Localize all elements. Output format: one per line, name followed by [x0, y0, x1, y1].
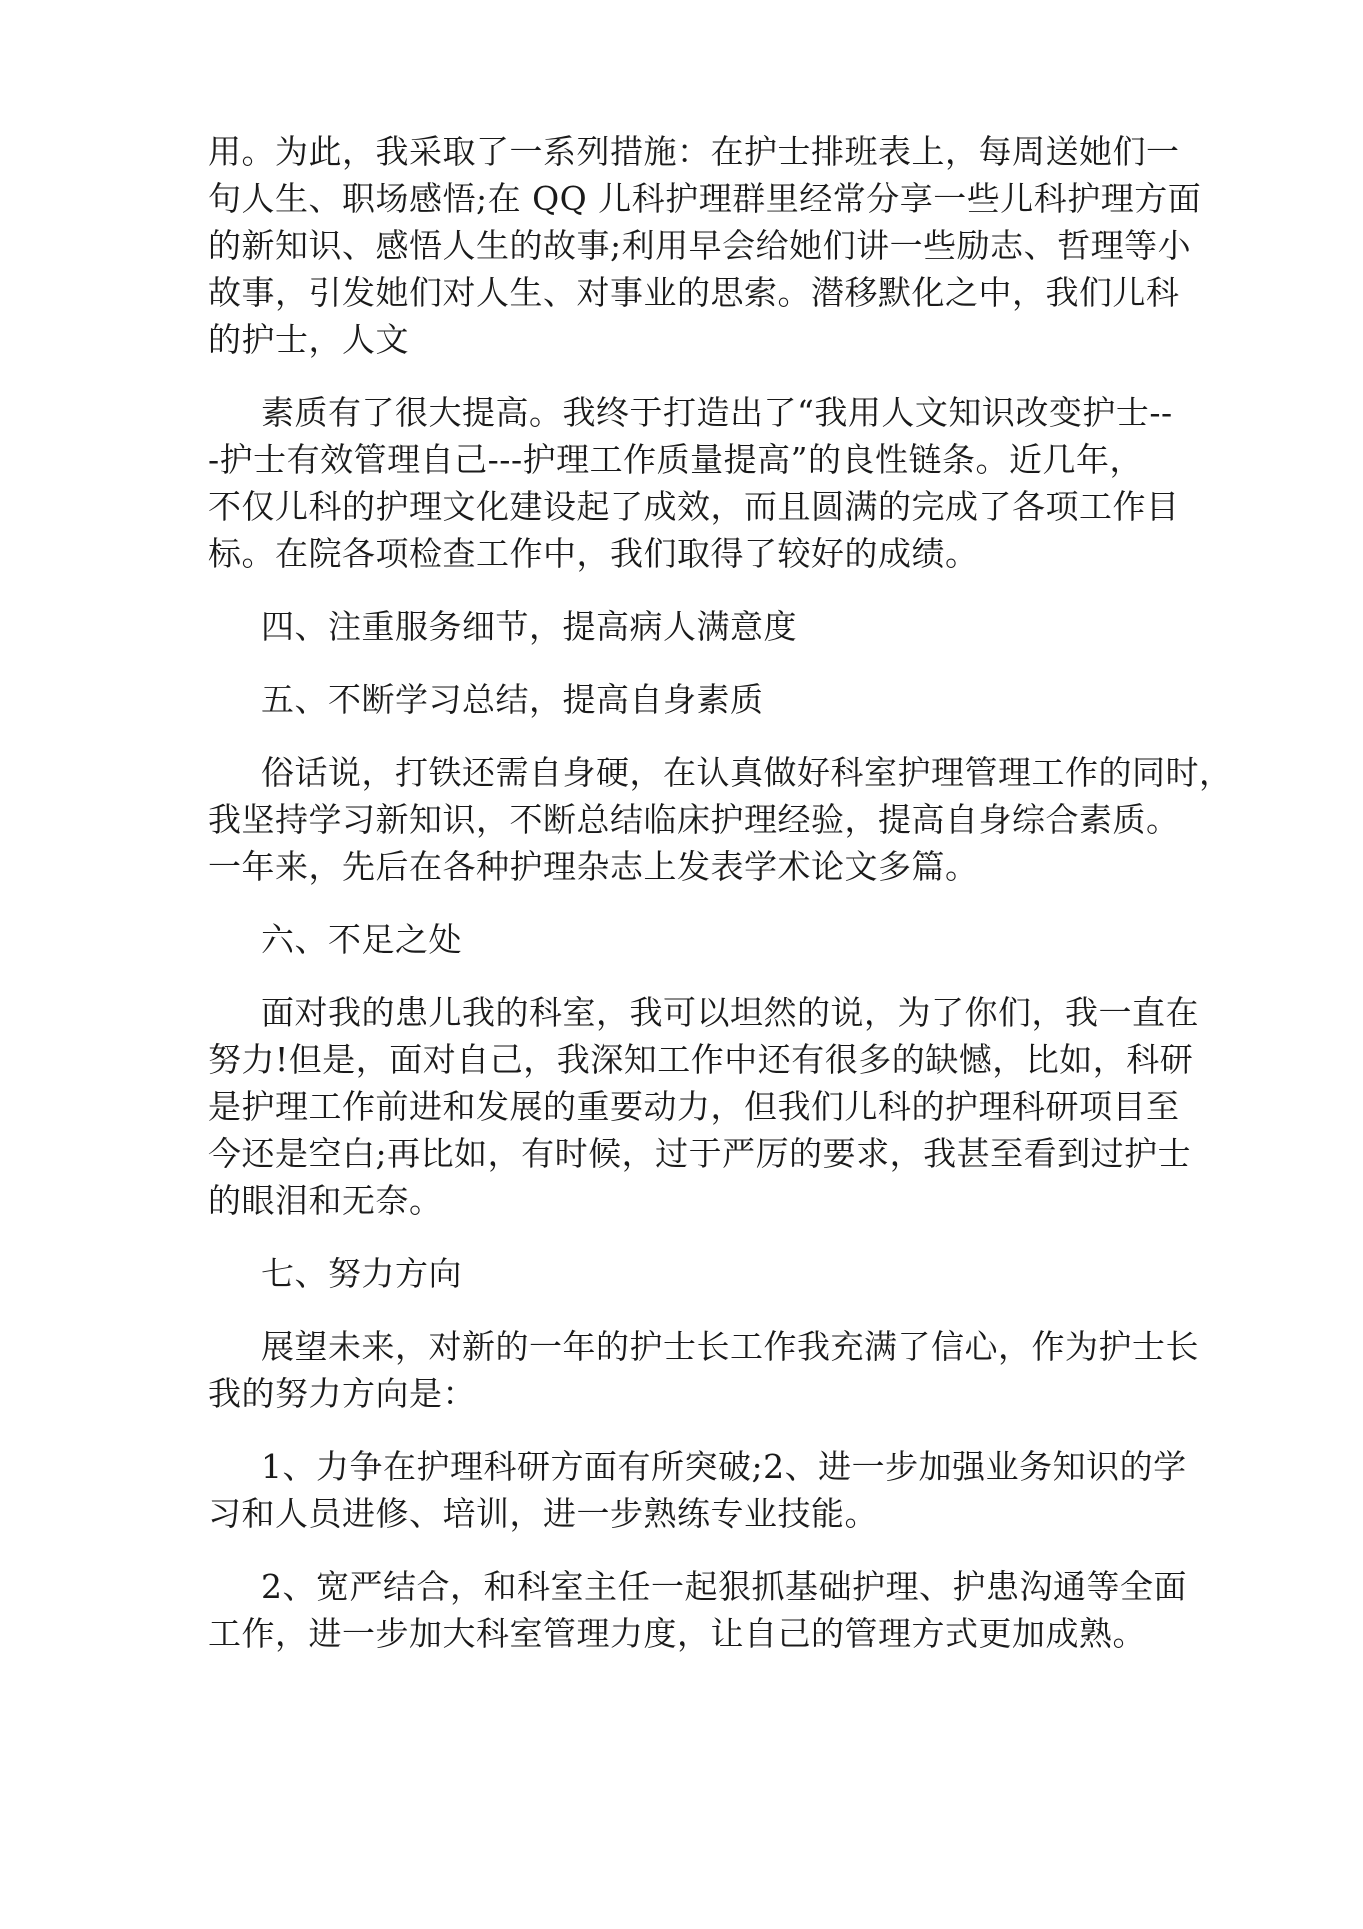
paragraph-line: 不仅儿科的护理文化建设起了成效，而且圆满的完成了各项工作目	[208, 487, 1180, 526]
paragraph	[208, 603, 1168, 650]
paragraph-line: 素质有了很大提高。我终于打造出了“我用人文知识改变护士--	[261, 393, 1173, 432]
paragraph-line: 四、注重服务细节，提高病人满意度	[261, 607, 797, 646]
paragraph-line: 七、努力方向	[261, 1254, 462, 1293]
paragraph-line: 努力!但是，面对自己，我深知工作中还有很多的缺憾，比如，科研	[208, 1040, 1194, 1079]
paragraph	[208, 128, 1202, 363]
paragraph	[208, 1323, 1199, 1417]
paragraph	[208, 389, 1180, 577]
paragraph-line: 五、不断学习总结，提高自身素质	[261, 680, 764, 719]
paragraph-line: 今还是空白;再比如，有时候，过于严厉的要求，我甚至看到过护士	[208, 1134, 1192, 1173]
paragraph-line: 习和人员进修、培训，进一步熟练专业技能。	[208, 1494, 878, 1533]
paragraph-line: -护士有效管理自己---护理工作质量提高”的良性链条。近几年，	[208, 440, 1143, 479]
paragraph-line: 的新知识、感悟人生的故事;利用早会给她们讲一些励志、哲理等小	[208, 226, 1192, 265]
paragraph-line: 句人生、职场感悟;在 QQ 儿科护理群里经常分享一些儿科护理方面	[208, 179, 1202, 218]
paragraph-line: 的护士，人文	[208, 320, 409, 359]
paragraph-line: 工作，进一步加大科室管理力度，让自己的管理方式更加成熟。	[208, 1614, 1146, 1653]
paragraph-line: 标。在院各项检查工作中，我们取得了较好的成绩。	[208, 534, 979, 573]
paragraph-line: 的眼泪和无奈。	[208, 1181, 443, 1220]
paragraph-line: 用。为此，我采取了一系列措施：在护士排班表上，每周送她们一	[208, 132, 1180, 171]
paragraph-line: 展望未来，对新的一年的护士长工作我充满了信心，作为护士长	[261, 1327, 1199, 1366]
document-body	[208, 128, 1233, 1683]
paragraph	[208, 676, 1168, 723]
paragraph-line: 2、宽严结合，和科室主任一起狠抓基础护理、护患沟通等全面	[261, 1567, 1187, 1606]
paragraph-line: 故事，引发她们对人生、对事业的思索。潜移默化之中，我们儿科	[208, 273, 1180, 312]
paragraph	[208, 916, 1168, 963]
paragraph	[208, 989, 1199, 1224]
paragraph-line: 俗话说，打铁还需自身硬，在认真做好科室护理管理工作的同时，	[261, 753, 1233, 792]
paragraph-line: 六、不足之处	[261, 920, 462, 959]
paragraph-line: 一年来，先后在各种护理杂志上发表学术论文多篇。	[208, 847, 979, 886]
paragraph	[208, 1563, 1187, 1657]
paragraph	[208, 1250, 1168, 1297]
paragraph-line: 1、力争在护理科研方面有所突破;2、进一步加强业务知识的学	[261, 1447, 1187, 1486]
paragraph-line: 面对我的患儿我的科室，我可以坦然的说，为了你们，我一直在	[261, 993, 1199, 1032]
paragraph	[208, 1443, 1187, 1537]
paragraph	[208, 749, 1233, 890]
paragraph-line: 我的努力方向是：	[208, 1374, 476, 1413]
paragraph-line: 我坚持学习新知识，不断总结临床护理经验，提高自身综合素质。	[208, 800, 1180, 839]
paragraph-line: 是护理工作前进和发展的重要动力，但我们儿科的护理科研项目至	[208, 1087, 1180, 1126]
